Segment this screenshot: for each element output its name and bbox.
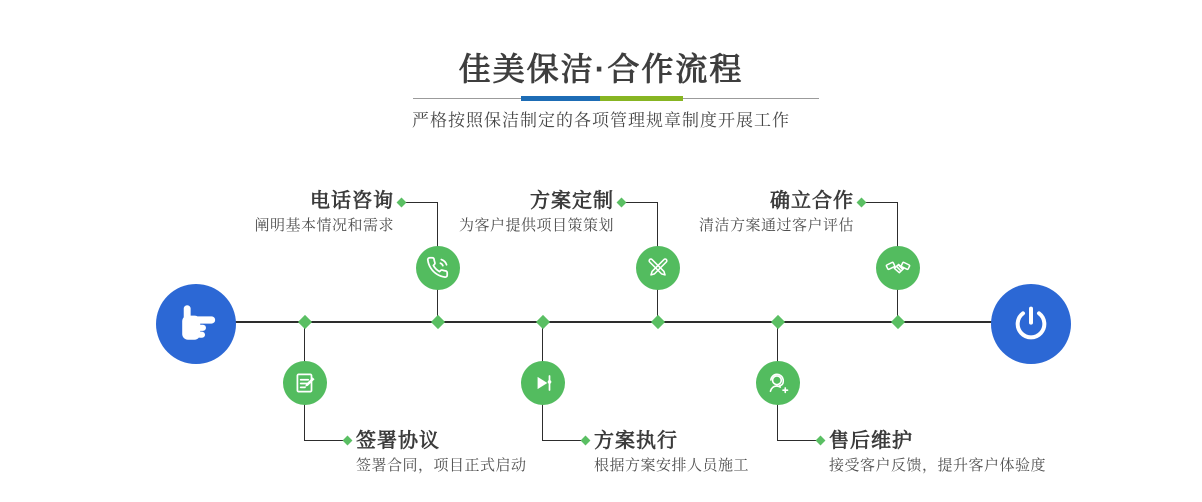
step-desc: 为客户提供项目策策划: [458, 217, 614, 234]
page-title: 佳美保洁·合作流程: [458, 51, 744, 87]
title-divider: [413, 96, 819, 102]
timeline-node-diamond: [536, 315, 550, 329]
label-diamond: [343, 436, 353, 446]
step-title: 方案执行: [594, 430, 678, 452]
step-title: 售后维护: [829, 430, 913, 452]
timeline-node-diamond: [431, 315, 445, 329]
step-icon-circle: [521, 361, 565, 405]
step-icon-circle: [283, 361, 327, 405]
step-desc: 签署合同，项目正式启动: [356, 457, 527, 474]
step-desc: 根据方案安排人员施工: [594, 457, 750, 474]
page-subtitle: 严格按照保洁制定的各项管理规章制度开展工作: [412, 111, 790, 130]
label-diamond: [857, 198, 867, 208]
step-desc: 清洁方案通过客户评估: [698, 217, 854, 234]
step-desc: 阐明基本情况和需求: [254, 217, 394, 234]
label-diamond: [617, 198, 627, 208]
label-diamond: [581, 436, 591, 446]
connector-line: [406, 202, 438, 203]
divider-blue-segment: [521, 96, 600, 101]
step-title: 签署协议: [356, 430, 440, 452]
step-icon-circle: [416, 246, 460, 290]
timeline-node-diamond: [651, 315, 665, 329]
step-title: 方案定制: [530, 190, 614, 212]
connector-line: [305, 440, 344, 441]
play-slider-icon: [530, 370, 556, 396]
step-title: 电话咨询: [310, 190, 394, 212]
connector-line: [543, 440, 582, 441]
crossed-pencils-icon: [645, 255, 671, 281]
step-icon-circle: [876, 246, 920, 290]
headset-plus-icon: [765, 370, 791, 396]
timeline-start-node: [156, 284, 236, 364]
document-pen-icon: [292, 370, 318, 396]
timeline-node-diamond: [298, 315, 312, 329]
step-icon-circle: [756, 361, 800, 405]
connector-line: [778, 440, 817, 441]
label-diamond: [397, 198, 407, 208]
connector-line: [626, 202, 658, 203]
phone-icon: [425, 255, 451, 281]
timeline-node-diamond: [771, 315, 785, 329]
step-desc: 接受客户反馈，提升客户体验度: [829, 457, 1047, 474]
pointing-hand-icon: [173, 301, 219, 347]
power-icon: [1011, 304, 1051, 344]
divider-green-segment: [600, 96, 683, 101]
step-title: 确立合作: [770, 190, 854, 212]
label-diamond: [816, 436, 826, 446]
handshake-icon: [885, 255, 911, 281]
step-icon-circle: [636, 246, 680, 290]
timeline-node-diamond: [891, 315, 905, 329]
timeline-axis: [200, 321, 1030, 323]
timeline-end-node: [991, 284, 1071, 364]
connector-line: [866, 202, 898, 203]
